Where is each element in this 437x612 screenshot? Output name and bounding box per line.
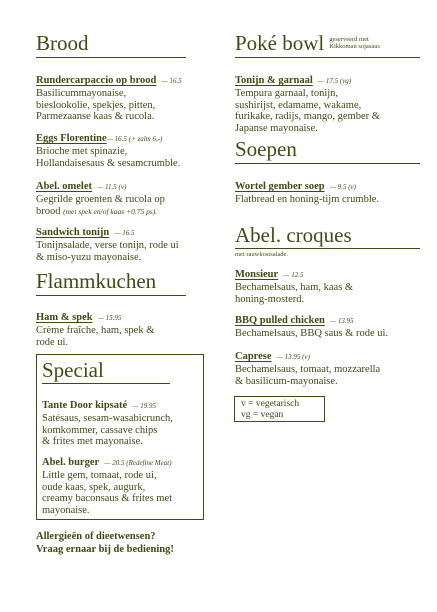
menu-item	[36, 126, 180, 169]
item-price: — 9.5 (v)	[329, 183, 356, 191]
menu-item	[36, 305, 154, 348]
menu-item	[42, 393, 173, 448]
menu-item	[235, 344, 380, 387]
section-divider	[235, 248, 420, 249]
special-box	[36, 354, 204, 520]
menu-item	[235, 262, 353, 305]
section-title-special: Special	[42, 358, 104, 382]
desc-line: Satésaus, sesam-wasabicrunch,	[42, 413, 173, 424]
desc-line: Little gem, tomaat, rode ui,	[42, 470, 157, 481]
item-price: — 12.5	[283, 271, 304, 279]
item-price: — 17.5 (vg)	[317, 77, 352, 85]
section-poke-bowl	[235, 32, 420, 58]
desc-line: Hollandaisesaus & sesamcrumble.	[36, 157, 181, 169]
desc-line: Brioche met spinazie,	[36, 146, 128, 157]
item-description	[235, 194, 379, 206]
item-name: Caprese	[235, 351, 272, 362]
item-name: Monsieur	[235, 269, 279, 280]
desc-line: oude kaas, spek, augurk,	[42, 481, 146, 493]
item-name: BBQ pulled chicken	[235, 315, 325, 326]
desc-line: furikake, radijs, mango, gember &	[235, 111, 380, 123]
desc-line: Parmezaanse kaas & rucola.	[36, 111, 155, 123]
desc-text: brood (met spek en/of kaas +0.75 ps).	[36, 205, 158, 217]
item-description	[235, 88, 380, 134]
section-divider	[235, 163, 420, 164]
menu-item	[235, 174, 379, 206]
item-description	[235, 364, 380, 387]
menu-item	[36, 174, 165, 217]
item-price: — 19.95	[132, 402, 157, 410]
item-description	[36, 325, 154, 348]
desc-line: mayonaise.	[42, 504, 90, 516]
allergy-notice	[36, 530, 174, 556]
item-name: Rundercarpaccio op brood	[36, 75, 157, 86]
section-special	[42, 359, 170, 384]
legend-box	[234, 396, 325, 422]
desc-line: Crème fraîche, ham, spek &	[36, 325, 155, 336]
item-name: Ham & spek	[36, 312, 93, 323]
desc-line: bieslookolie, spekjes, pitten,	[36, 99, 156, 111]
section-brood	[36, 32, 186, 58]
desc-line: rode ui.	[36, 336, 69, 348]
section-title-croques: Abel. croques	[235, 223, 352, 247]
desc-line	[36, 206, 165, 218]
item-name: Tonijn & garnaal	[235, 75, 313, 86]
item-price: — 11.5 (v)	[97, 183, 127, 191]
section-divider	[36, 295, 186, 296]
item-price: — 13.95 (v)	[276, 353, 310, 361]
item-price: — 20.5 (Redefine Meat)	[104, 459, 172, 467]
section-title-flammkuchen: Flammkuchen	[36, 269, 157, 293]
item-name: Abel. burger	[42, 457, 100, 468]
desc-line: Flatbread en honing-tijm crumble.	[235, 194, 380, 205]
desc-line: Gegrilde groenten & rucola op	[36, 194, 165, 205]
menu-item	[36, 68, 182, 123]
section-divider	[235, 57, 420, 58]
menu-item	[235, 308, 388, 340]
section-soepen	[235, 138, 420, 164]
section-flammkuchen	[36, 270, 186, 296]
desc-line: Bechamelsaus, BBQ saus & rode ui.	[235, 328, 389, 339]
desc-line: Tonijnsalade, verse tonijn, rode ui	[36, 240, 179, 251]
desc-line: komkommer, cassave chips	[42, 424, 158, 436]
desc-line: honing-mosterd.	[235, 293, 305, 305]
subtitle-line: geserveerd met	[329, 36, 369, 43]
item-description	[36, 146, 180, 169]
desc-line: Bechamelsaus, tomaat, mozzarella	[235, 364, 381, 375]
item-description	[235, 328, 388, 340]
section-title-soepen: Soepen	[235, 137, 297, 161]
menu-item	[36, 220, 179, 263]
item-description	[235, 282, 353, 305]
item-price: — 13.95	[329, 317, 354, 325]
section-divider	[42, 383, 170, 384]
legend-vegetarian: v = vegetarisch	[241, 399, 300, 409]
item-name: Eggs Florentine	[36, 133, 107, 144]
item-price: — 16.5 (+ zalm 6,-)	[106, 135, 163, 143]
item-price: — 16.5	[161, 77, 182, 85]
section-title-brood: Brood	[36, 31, 89, 55]
item-name: Tante Door kipsaté	[42, 400, 128, 411]
menu-item	[42, 450, 172, 516]
item-price: — 15.95	[97, 314, 122, 322]
desc-line: Bechamelsaus, ham, kaas &	[235, 282, 354, 293]
desc-line: & miso-yuzu mayonaise.	[36, 251, 142, 263]
desc-line: Tempura garnaal, tonijn,	[235, 88, 339, 99]
desc-line: Basilicummayonaise,	[36, 88, 127, 99]
legend-vegan: vg = vegan	[241, 410, 284, 420]
desc-line: & basilicum-mayonaise.	[235, 375, 338, 387]
subtitle-line: Kikkoman sojasaus	[329, 43, 380, 50]
allergy-line: Vraag ernaar bij de bediening!	[36, 544, 174, 555]
section-divider	[36, 57, 186, 58]
section-croques	[235, 224, 420, 258]
item-name: Sandwich tonijn	[36, 227, 110, 238]
desc-line: & frites met mayonaise.	[42, 436, 143, 448]
item-name: Abel. omelet	[36, 181, 92, 192]
item-price: — 16.5	[114, 229, 135, 237]
allergy-line: Allergieën of dieetwensen?	[36, 531, 156, 542]
desc-line: sushirijst, edamame, wakame,	[235, 99, 362, 111]
section-title-poke-bowl: Poké bowl	[235, 31, 325, 55]
item-description	[36, 88, 182, 123]
desc-line: Japanse mayonaise.	[235, 122, 318, 134]
item-description	[36, 194, 165, 217]
item-description	[42, 470, 172, 516]
poke-header	[235, 32, 420, 54]
section-subtitle: met rauwkostsalade.	[235, 251, 289, 258]
item-description	[36, 240, 179, 263]
item-name: Wortel gember soep	[235, 181, 325, 192]
menu-item	[235, 68, 380, 134]
section-subtitle	[329, 36, 380, 50]
item-description	[42, 413, 173, 448]
desc-line: creamy baconsaus & frites met	[42, 493, 173, 505]
